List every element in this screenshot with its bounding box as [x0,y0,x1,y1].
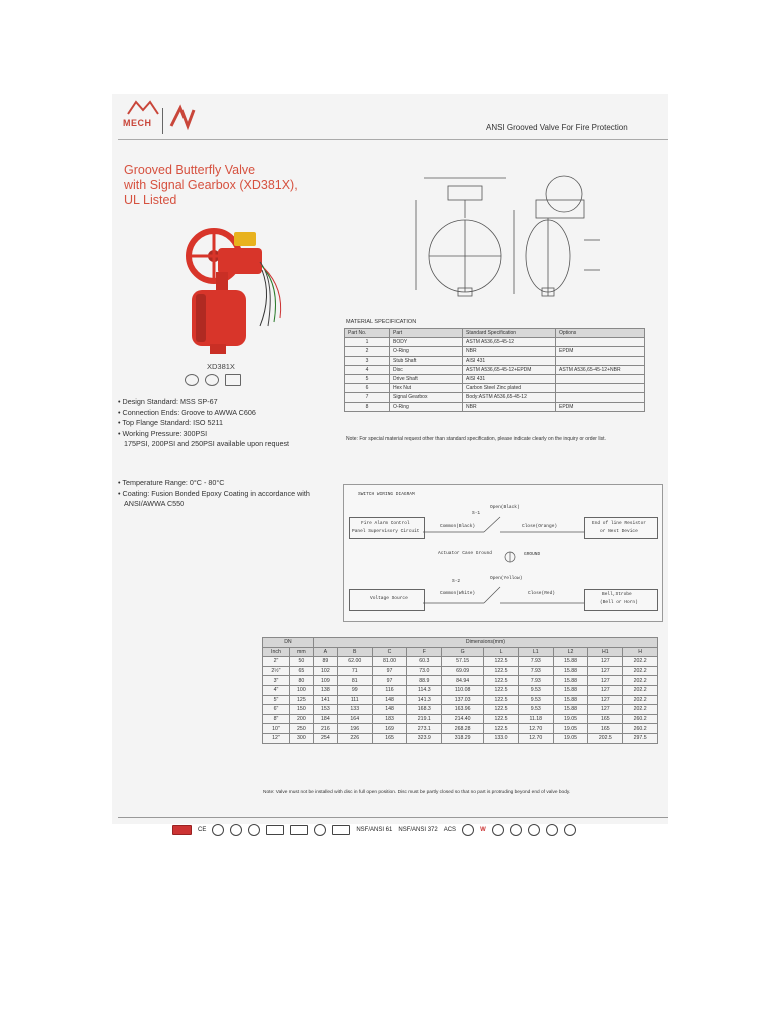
column-header: L1 [518,647,553,657]
company-logo [168,104,196,137]
table-cell: 11.18 [518,714,553,724]
title-line-3: UL Listed [124,193,177,207]
table-cell: 4" [263,685,290,695]
table-cell: AISI 431 [463,356,556,365]
table-row [263,733,658,743]
spec-item: • Design Standard: MSS SP-67 [118,397,218,406]
table-cell: 122.5 [484,666,519,676]
table-cell: 116 [372,685,407,695]
table-cell: 19.05 [553,724,588,734]
table-row [263,714,658,724]
column-header: mm [289,647,313,657]
spec-item: ANSI/AWWA C550 [124,499,185,508]
spec-list [118,397,318,450]
dimensions-note: Note: Valve must not be installed with disc in full open position. Disc must be partly closed so that no part is protruding beyond end of valve body. [263,790,571,795]
table-cell: 100 [289,685,313,695]
title-line-1: Grooved Butterfly Valve [124,163,256,177]
table-cell: 202.2 [623,705,658,715]
table-cell: 127 [588,657,623,667]
table-row [263,695,658,705]
table-cell: 57.15 [442,657,484,667]
table-cell: 127 [588,695,623,705]
wiring-title: SWITCH WIRING DIAGRAM [358,492,415,497]
table-row [263,676,658,686]
table-cell: EPDM [556,402,645,411]
wiring-label: GROUND [524,552,541,557]
table-cell: 7 [345,393,390,402]
table-cell: 133.0 [484,733,519,743]
table-cell: 122.5 [484,724,519,734]
wiring-label: End of line Resistor [592,521,647,526]
table-cell: 318.29 [442,733,484,743]
spec-item: 175PSI, 200PSI and 250PSI available upon request [124,439,290,448]
column-header: Inch [263,647,290,657]
table-cell: 73.0 [407,666,442,676]
ce-mark: CE [198,827,207,833]
table-cell [556,384,645,393]
table-cell: 114.3 [407,685,442,695]
column-header: Part [390,329,463,338]
vds-icon [266,825,284,835]
wiring-label: Panel Supervisory Circuit [352,529,420,534]
table-cell: Carbon Steel Zinc plated [463,384,556,393]
table-cell: 111 [337,695,372,705]
fm-approved-icon [205,374,219,386]
table-cell: 254 [313,733,337,743]
table-cell: 12.70 [518,724,553,734]
column-header: Part No. [345,329,390,338]
technical-drawing [414,170,610,305]
table-cell: 202.2 [623,695,658,705]
table-cell: 6" [263,705,290,715]
model-label: XD381X [207,362,235,371]
wiring-label: Bell,Strobe [602,592,632,597]
table-cell: 127 [588,685,623,695]
table-cell: 125 [289,695,313,705]
brand-name: MECH [123,118,152,128]
table-cell: BODY [390,338,463,347]
column-header: L2 [553,647,588,657]
wiring-label: Open(Black) [490,505,520,510]
table-cell: 163.96 [442,705,484,715]
spec-item: • Coating: Fusion Bonded Epoxy Coating in accordance with [118,488,310,498]
table-cell: 250 [289,724,313,734]
table-cell: 122.5 [484,676,519,686]
table-cell: 69.09 [442,666,484,676]
table-cell: 102 [313,666,337,676]
table-cell: 3 [345,356,390,365]
table-cell: 65 [289,666,313,676]
column-header: A [313,647,337,657]
table-cell: 2" [263,657,290,667]
table-cell: 122.5 [484,705,519,715]
ccc-icon [314,824,326,836]
wiring-label: Open(Yellow) [490,576,523,581]
logo-divider [162,108,163,134]
dvgw-icon [462,824,474,836]
table-cell: 99 [337,685,372,695]
table-cell: ASTM A536,65-45-12+EPDM [463,365,556,374]
certification-icon [510,824,522,836]
wras-icon [332,825,350,835]
table-cell: 323.9 [407,733,442,743]
table-cell: 127 [588,705,623,715]
spec-item: • Connection Ends: Groove to AWWA C606 [118,407,256,417]
table-cell: EPDM [556,347,645,356]
column-header: Standard Specification [463,329,556,338]
table-row [345,374,645,383]
table-cell: 80 [289,676,313,686]
table-cell: 164 [337,714,372,724]
table-cell: 60.3 [407,657,442,667]
table-cell: 196 [337,724,372,734]
table-cell: 6 [345,384,390,393]
table-cell: 133 [337,705,372,715]
table-cell: 110.08 [442,685,484,695]
table-cell: 300 [289,733,313,743]
wiring-label: S-1 [472,511,481,516]
table-row [263,724,658,734]
table-cell: 297.5 [623,733,658,743]
table-cell: 9.53 [518,685,553,695]
table-cell: 141.3 [407,695,442,705]
column-header: DN [263,638,314,648]
table-cell: 15.88 [553,685,588,695]
table-header-row [263,638,658,648]
table-cell: 97 [372,676,407,686]
table-row [345,365,645,374]
table-cell: NBR [463,402,556,411]
table-cell: 138 [313,685,337,695]
wiring-label: Voltage Source [370,596,408,601]
table-cell: 202.5 [588,733,623,743]
table-row [263,666,658,676]
table-cell: 12.70 [518,733,553,743]
table-cell: 148 [372,705,407,715]
certification-icon [492,824,504,836]
wiring-label: or Next Device [600,529,638,534]
table-cell: 50 [289,657,313,667]
material-table [344,328,645,412]
column-header: F [407,647,442,657]
title-line-2: with Signal Gearbox (XD381X), [124,178,298,192]
product-title [124,163,298,208]
table-cell: 19.05 [553,733,588,743]
table-cell: 165 [372,733,407,743]
table-row [345,402,645,411]
table-cell: 127 [588,666,623,676]
table-cell: 122.5 [484,695,519,705]
certification-icon [290,825,308,835]
table-cell: 273.1 [407,724,442,734]
column-header: H [623,647,658,657]
table-cell: 165 [588,714,623,724]
table-cell: 141 [313,695,337,705]
table-cell: 219.1 [407,714,442,724]
footer-divider [118,817,668,818]
table-cell: 5" [263,695,290,705]
valve-dimension-drawing [414,170,610,300]
table-cell: 202.2 [623,685,658,695]
table-cell: 5 [345,374,390,383]
wiring-label: Close(Orange) [522,524,558,529]
spec-item: • Working Pressure: 300PSI [118,428,208,438]
nsf372-mark: NSF/ANSI 372 [398,827,438,833]
table-cell: 15.88 [553,666,588,676]
table-cell: 3" [263,676,290,686]
header-title: ANSI Grooved Valve For Fire Protection [486,123,628,132]
table-cell: 88.9 [407,676,442,686]
column-header: L [484,647,519,657]
table-cell: 168.3 [407,705,442,715]
wiring-label: (Bell or Horn) [600,600,638,605]
table-cell: 81.00 [372,657,407,667]
table-cell: 12" [263,733,290,743]
table-cell: 153 [313,705,337,715]
table-cell: 260.2 [623,714,658,724]
table-cell: Signal Gearbox [390,393,463,402]
table-row [345,347,645,356]
certification-icon [546,824,558,836]
table-row [345,356,645,365]
column-header: Options [556,329,645,338]
vds-icon [225,374,241,386]
column-header: C [372,647,407,657]
column-header: G [442,647,484,657]
dimensions-table [262,637,658,744]
wiring-label: S-2 [452,579,461,584]
table-cell: 214.40 [442,714,484,724]
table-cell: 122.5 [484,685,519,695]
table-cell: 148 [372,695,407,705]
table-cell: 137.03 [442,695,484,705]
switch-wiring-diagram [343,484,663,622]
table-cell: Body:ASTM A536,65-45-12 [463,393,556,402]
spec-item: • Temperature Range: 0°C - 80°C [118,478,225,487]
acs-mark: ACS [443,827,457,833]
table-cell: 7.93 [518,676,553,686]
table-cell: AISI 431 [463,374,556,383]
table-cell: 268.28 [442,724,484,734]
table-cell [556,356,645,365]
table-cell: Disc [390,365,463,374]
table-cell: 184 [313,714,337,724]
w-mark: W [480,827,486,833]
table-cell: 202.2 [623,657,658,667]
table-cell [556,393,645,402]
table-cell: Stub Shaft [390,356,463,365]
table-cell: 4 [345,365,390,374]
material-note: Note: For special material request other than standard specification, please indicate clearly on the inquiry or order list. [346,436,606,442]
mech-logo-icon [126,100,160,116]
wiring-label: Common(White) [440,591,476,596]
column-header: H1 [588,647,623,657]
table-cell: 202.2 [623,676,658,686]
wiring-label: Common(Black) [440,524,476,529]
fm-approved-icon [212,824,224,836]
table-cell: 2 [345,347,390,356]
table-row [263,685,658,695]
table-cell: 8" [263,714,290,724]
table-cell: 9.53 [518,705,553,715]
table-cell: NBR [463,347,556,356]
table-cell [556,338,645,347]
header-divider [118,139,668,140]
table-cell: 1 [345,338,390,347]
wiring-label: Fire Alarm Control [361,521,410,526]
av-logo-icon [168,104,196,132]
table-cell: 165 [588,724,623,734]
material-spec-title: MATERIAL SPECIFICATION [346,319,417,325]
table-row [345,384,645,393]
table-cell: 183 [372,714,407,724]
table-cell: 122.5 [484,714,519,724]
certification-icon [528,824,540,836]
table-row [345,393,645,402]
valve-photo [180,226,290,358]
table-cell: 9.53 [518,695,553,705]
table-header-row [345,329,645,338]
certification-icon [564,824,576,836]
table-cell: O-Ring [390,402,463,411]
certification-badge-icon [172,825,192,835]
table-row [263,657,658,667]
table-cell: 200 [289,714,313,724]
ul-listed-icon [185,374,199,386]
approval-marks [185,374,241,386]
table-cell: 10" [263,724,290,734]
table-cell: 226 [337,733,372,743]
product-image [180,226,290,363]
table-cell: 260.2 [623,724,658,734]
table-cell: 8 [345,402,390,411]
certification-logos [172,824,576,836]
table-cell: 62.00 [337,657,372,667]
dimensions-body [263,657,658,743]
wiring-lines [344,485,662,621]
nsf61-mark: NSF/ANSI 61 [356,827,393,833]
table-cell: 169 [372,724,407,734]
spec-item: • Top Flange Standard: ISO 5211 [118,418,223,427]
table-cell: 15.88 [553,695,588,705]
table-cell: ASTM A536,65-45-12+NBR [556,365,645,374]
table-cell: 89 [313,657,337,667]
table-cell: 122.5 [484,657,519,667]
table-cell: 15.88 [553,705,588,715]
table-cell: 15.88 [553,676,588,686]
table-cell: O-Ring [390,347,463,356]
ul-listed-icon [248,824,260,836]
table-cell: 127 [588,676,623,686]
ul-listed-icon [230,824,242,836]
table-cell: 15.88 [553,657,588,667]
table-cell: 7.93 [518,666,553,676]
table-cell: 216 [313,724,337,734]
table-cell: Drive Shaft [390,374,463,383]
table-cell: 202.2 [623,666,658,676]
column-header: B [337,647,372,657]
table-cell [556,374,645,383]
table-row [345,338,645,347]
wiring-label: Close(Red) [528,591,556,596]
table-cell: 2½" [263,666,290,676]
table-cell: 81 [337,676,372,686]
table-cell: 97 [372,666,407,676]
table-cell: 19.05 [553,714,588,724]
table-subheader-row [263,647,658,657]
wiring-label: Actuator Case Ground [438,551,493,556]
table-cell: 7.93 [518,657,553,667]
table-cell: 150 [289,705,313,715]
table-cell: 84.94 [442,676,484,686]
column-header: Dimensions(mm) [313,638,657,648]
spec-list-2 [118,478,338,510]
table-cell: Hex Nut [390,384,463,393]
table-cell: ASTM A536,65-45-12 [463,338,556,347]
table-row [263,705,658,715]
table-cell: 71 [337,666,372,676]
table-cell: 109 [313,676,337,686]
